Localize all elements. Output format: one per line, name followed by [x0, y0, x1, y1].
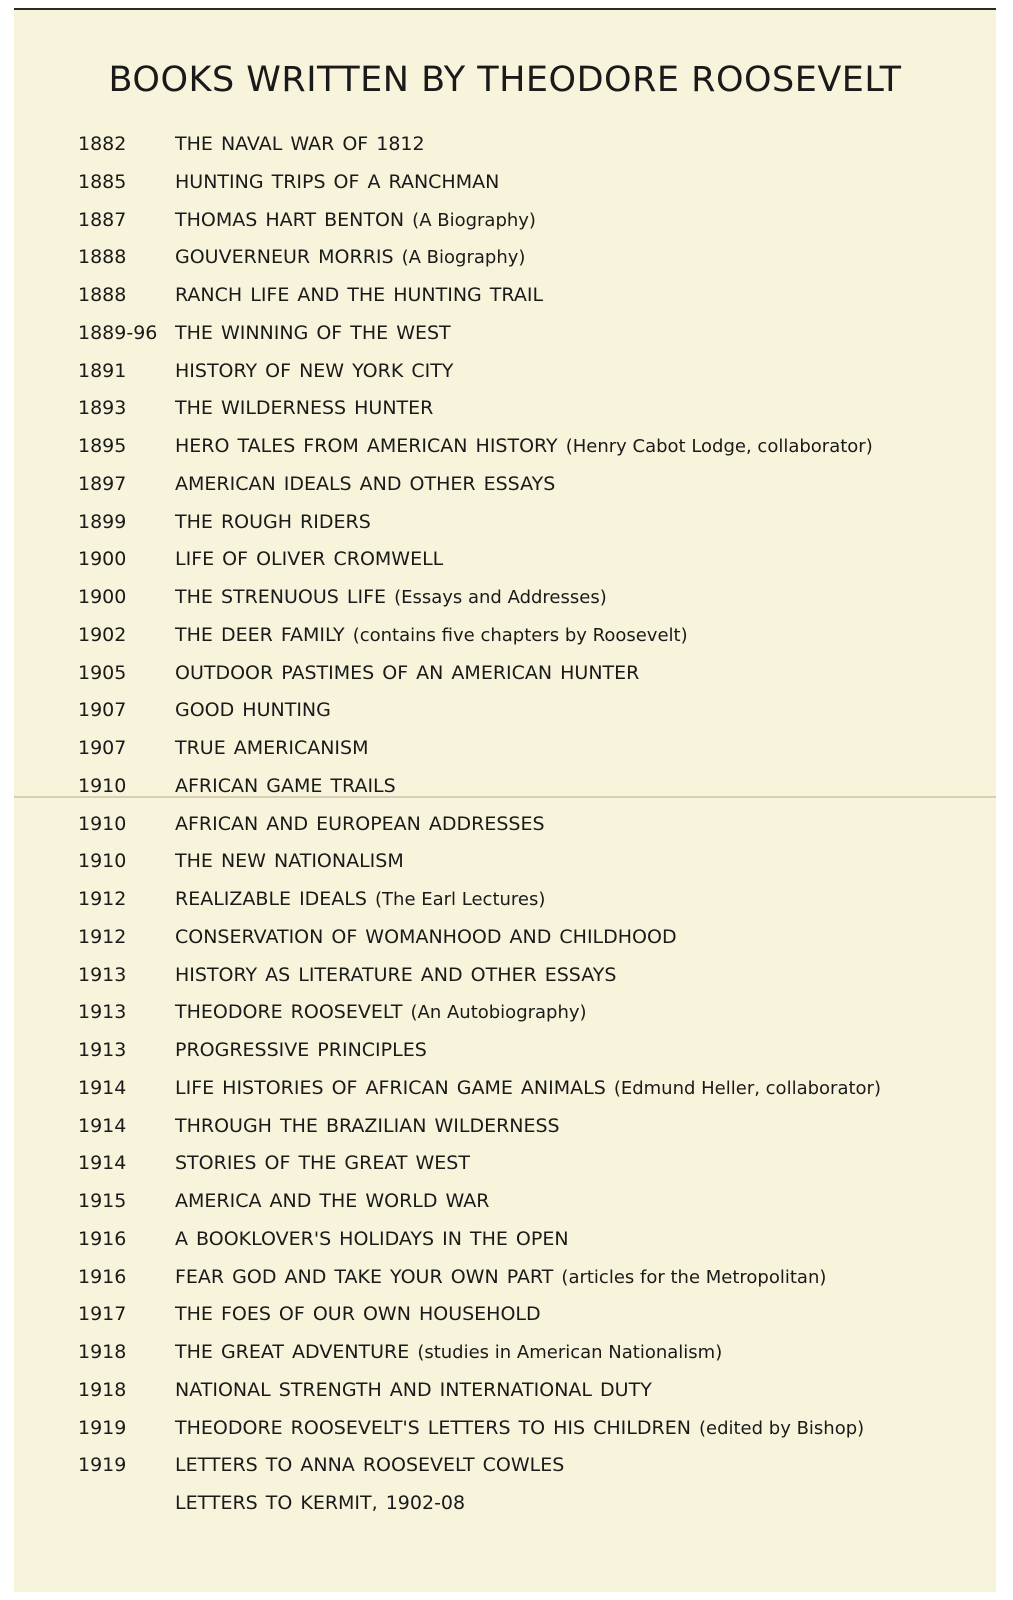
book-year: 1888	[78, 246, 127, 269]
book-row	[78, 1183, 983, 1221]
book-year: 1914	[78, 1152, 127, 1175]
book-title: HERO TALES FROM AMERICAN HISTORY	[175, 435, 558, 457]
book-title: THROUGH THE BRAZILIAN WILDERNESS	[175, 1114, 560, 1137]
book-year: 1887	[78, 208, 127, 231]
book-year: 1891	[78, 359, 127, 382]
book-title: LIFE OF OLIVER CROMWELL	[175, 548, 444, 571]
book-year: 1914	[78, 1076, 127, 1099]
book-note: (studies in American Nationalism)	[417, 1342, 723, 1363]
book-note: (edited by Bishop)	[698, 1417, 865, 1439]
book-row	[78, 1372, 983, 1410]
book-year: 1919	[78, 1416, 127, 1439]
book-note: (A Biography)	[412, 209, 536, 231]
document-page	[14, 8, 996, 1592]
book-note: (Edmund Heller, collaborator)	[613, 1077, 881, 1099]
book-title: THEODORE ROOSEVELT	[175, 1001, 403, 1024]
book-title: REALIZABLE IDEALS	[175, 888, 367, 910]
book-row	[78, 277, 983, 315]
book-entry	[175, 1485, 465, 1523]
book-entry	[175, 466, 555, 504]
book-title: STORIES OF THE GREAT WEST	[175, 1152, 470, 1175]
book-year: 1888	[78, 284, 127, 306]
book-row	[78, 504, 983, 542]
book-row	[78, 1259, 983, 1297]
book-note: (articles for the Metropolitan)	[561, 1266, 827, 1288]
book-entry	[175, 1145, 470, 1183]
book-title: THE WINNING OF THE WEST	[175, 321, 451, 344]
book-row	[78, 390, 983, 428]
book-row	[78, 919, 983, 957]
book-year: 1910	[78, 850, 127, 873]
book-entry	[175, 239, 525, 277]
book-row	[78, 541, 983, 579]
book-year: 1917	[78, 1303, 127, 1326]
book-entry	[175, 428, 873, 466]
book-row	[78, 843, 983, 881]
book-note: (A Biography)	[401, 247, 526, 269]
book-entry	[175, 390, 433, 428]
book-entry	[175, 1372, 652, 1410]
book-list	[78, 126, 983, 1523]
book-row	[78, 957, 983, 995]
book-row	[78, 768, 983, 806]
book-year: 1912	[78, 925, 127, 948]
book-year: 1912	[78, 888, 127, 910]
book-entry	[175, 126, 425, 164]
book-year: 1910	[78, 812, 127, 835]
book-row	[78, 730, 983, 768]
book-row	[78, 428, 983, 466]
book-title: THE WILDERNESS HUNTER	[175, 397, 434, 420]
book-title: GOUVERNEUR MORRIS	[175, 246, 394, 269]
book-year: 1885	[78, 170, 127, 193]
book-title: LETTERS TO ANNA ROOSEVELT COWLES	[175, 1454, 565, 1477]
book-year: 1907	[78, 699, 127, 722]
book-note: (contains five chapters by Roosevelt)	[352, 624, 688, 646]
book-title: GOOD HUNTING	[175, 699, 331, 722]
book-year: 1897	[78, 472, 127, 495]
book-year: 1919	[78, 1454, 127, 1477]
book-row	[78, 239, 983, 277]
book-row	[78, 579, 983, 617]
book-row	[78, 692, 983, 730]
book-title: THE NAVAL WAR OF 1812	[175, 133, 425, 155]
book-entry	[175, 353, 453, 391]
book-year: 1900	[78, 586, 127, 608]
book-entry	[175, 1183, 489, 1221]
book-year: 1905	[78, 661, 127, 684]
book-year: 1900	[78, 548, 127, 571]
book-title: AMERICAN IDEALS AND OTHER ESSAYS	[175, 472, 556, 495]
book-year: 1889-96	[78, 321, 158, 344]
book-row	[78, 1410, 983, 1448]
book-entry	[175, 1410, 864, 1448]
book-row	[78, 1485, 983, 1523]
book-title: FEAR GOD AND TAKE YOUR OWN PART	[175, 1265, 554, 1288]
book-year: 1910	[78, 774, 127, 797]
book-title: THE DEER FAMILY	[175, 623, 345, 646]
book-row	[78, 1221, 983, 1259]
book-note: (Henry Cabot Lodge, collaborator)	[565, 436, 873, 457]
book-title: AFRICAN AND EUROPEAN ADDRESSES	[175, 812, 545, 835]
book-title: A BOOKLOVER'S HOLIDAYS IN THE OPEN	[175, 1227, 569, 1250]
book-title: RANCH LIFE AND THE HUNTING TRAIL	[175, 284, 544, 306]
book-entry	[175, 843, 404, 881]
book-title: AMERICA AND THE WORLD WAR	[175, 1190, 490, 1212]
book-year: 1918	[78, 1341, 127, 1363]
book-title: LETTERS TO KERMIT, 1902-08	[175, 1492, 466, 1514]
book-row	[78, 617, 983, 655]
book-row	[78, 1334, 983, 1372]
book-year: 1907	[78, 737, 127, 759]
book-title: TRUE AMERICANISM	[175, 737, 369, 759]
book-title: HISTORY AS LITERATURE AND OTHER ESSAYS	[175, 963, 617, 986]
page-title: BOOKS WRITTEN BY THEODORE ROOSEVELT	[108, 60, 902, 100]
book-year: 1895	[78, 435, 127, 457]
book-row	[78, 126, 983, 164]
book-row	[78, 1108, 983, 1146]
book-entry	[175, 1108, 560, 1146]
book-entry	[175, 730, 369, 768]
book-title: NATIONAL STRENGTH AND INTERNATIONAL DUTY	[175, 1378, 652, 1401]
book-row	[78, 1447, 983, 1485]
book-row	[78, 1296, 983, 1334]
book-year: 1914	[78, 1114, 127, 1137]
book-title: THEODORE ROOSEVELT'S LETTERS TO HIS CHILDREN	[175, 1416, 691, 1439]
book-year: 1916	[78, 1227, 127, 1250]
book-title: CONSERVATION OF WOMANHOOD AND CHILDHOOD	[175, 925, 677, 948]
book-row	[78, 315, 983, 353]
book-year: 1882	[78, 133, 127, 155]
book-entry	[175, 994, 587, 1032]
book-row	[78, 1145, 983, 1183]
book-row	[78, 655, 983, 693]
book-entry	[175, 277, 543, 315]
book-title: THE ROUGH RIDERS	[175, 510, 371, 533]
book-title: PROGRESSIVE PRINCIPLES	[175, 1039, 427, 1061]
book-title: THOMAS HART BENTON	[175, 208, 405, 231]
book-entry	[175, 957, 616, 995]
book-year: 1893	[78, 397, 127, 420]
book-note: (The Earl Lectures)	[375, 889, 546, 910]
book-row	[78, 164, 983, 202]
book-entry	[175, 541, 443, 579]
book-year: 1913	[78, 963, 127, 986]
book-entry	[175, 1334, 722, 1372]
book-entry	[175, 1070, 881, 1108]
book-entry	[175, 1259, 826, 1297]
book-title: THE NEW NATIONALISM	[175, 850, 404, 873]
book-title: AFRICAN GAME TRAILS	[175, 774, 396, 797]
book-row	[78, 1070, 983, 1108]
book-title: THE STRENUOUS LIFE	[175, 586, 387, 608]
book-entry	[175, 202, 536, 240]
book-entry	[175, 504, 371, 542]
book-entry	[175, 1032, 427, 1070]
book-row	[78, 994, 983, 1032]
book-entry	[175, 164, 499, 202]
book-entry	[175, 806, 545, 844]
book-entry	[175, 315, 451, 353]
book-title: HISTORY OF NEW YORK CITY	[175, 359, 454, 382]
book-entry	[175, 655, 639, 693]
book-entry	[175, 692, 331, 730]
book-entry	[175, 768, 396, 806]
book-entry	[175, 1447, 564, 1485]
book-title: THE GREAT ADVENTURE	[175, 1341, 410, 1363]
book-entry	[175, 881, 545, 919]
book-note: (Essays and Addresses)	[394, 587, 607, 608]
book-row	[78, 806, 983, 844]
book-year: 1915	[78, 1190, 127, 1212]
book-title: HUNTING TRIPS OF A RANCHMAN	[175, 170, 500, 193]
book-note: (An Autobiography)	[410, 1002, 587, 1024]
book-year: 1918	[78, 1378, 127, 1401]
book-entry	[175, 1221, 569, 1259]
book-row	[78, 202, 983, 240]
book-entry	[175, 919, 677, 957]
book-entry	[175, 1296, 541, 1334]
book-year: 1899	[78, 510, 127, 533]
book-row	[78, 466, 983, 504]
book-title: THE FOES OF OUR OWN HOUSEHOLD	[175, 1303, 541, 1326]
book-entry	[175, 579, 607, 617]
book-row	[78, 1032, 983, 1070]
book-row	[78, 881, 983, 919]
book-year: 1913	[78, 1001, 127, 1024]
book-entry	[175, 617, 688, 655]
book-year: 1913	[78, 1039, 127, 1061]
book-year: 1916	[78, 1265, 127, 1288]
book-title: OUTDOOR PASTIMES OF AN AMERICAN HUNTER	[175, 661, 640, 684]
book-title: LIFE HISTORIES OF AFRICAN GAME ANIMALS	[175, 1076, 606, 1099]
book-row	[78, 353, 983, 391]
book-year: 1902	[78, 623, 127, 646]
